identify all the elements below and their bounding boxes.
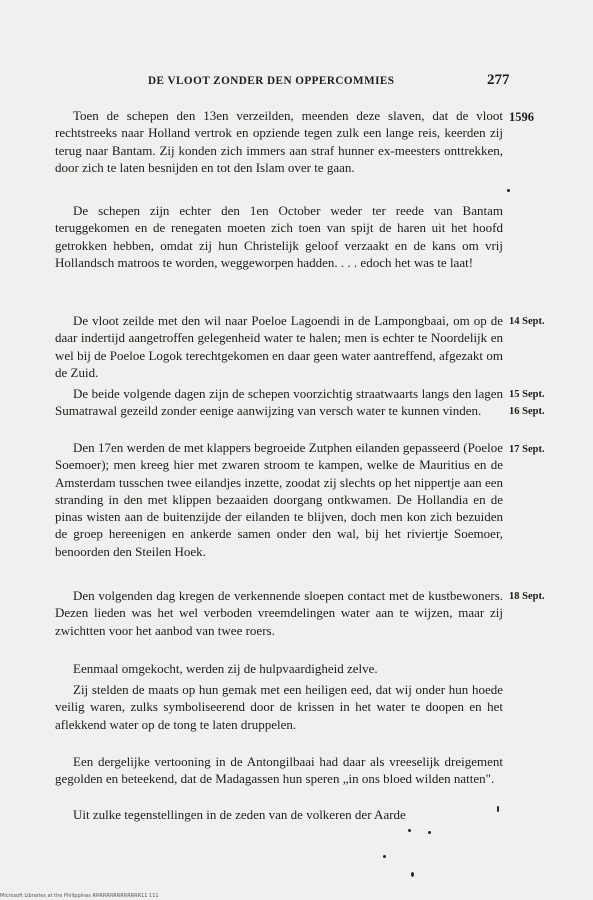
page-number: 277: [487, 72, 510, 88]
ink-speck: [408, 829, 411, 832]
running-title: DE VLOOT ZONDER DEN OPPERCOMMIES: [148, 75, 395, 87]
ink-speck: [383, 855, 386, 858]
paragraph-text: Den volgenden dag kregen de verkennende sloepen contact met de kustbewoners. Dezen lieden was het wel verboden vreemdelingen water aan te wijzen, maar zij zwichtten voor het aanbod van twee roers.: [55, 588, 503, 638]
ink-speck: [497, 806, 499, 812]
paragraph-oath: [55, 681, 503, 733]
margin-note-date: 16 Sept.: [509, 406, 545, 417]
scan-footer: Microsoft Libraries at the Philippines RRRRRRRRRRRRRR11 111: [0, 893, 159, 899]
margin-note-date: 17 Sept.: [509, 444, 545, 455]
paragraph-text: Uit zulke tegenstellingen in de zeden van de volkeren der Aarde: [73, 807, 406, 822]
paragraph-text: Toen de schepen den 13en verzeilden, meenden deze slaven, dat de vloot rechtstreeks naar Holland vertrok en opziende tegen zulk een lange reis, keerden zij terug naar Bantam. Zij konden zich immers aan straf hunner ex-meesters onttrekken, door zich te laten besnijden en tot den Islam over te gaan.: [55, 108, 503, 175]
ink-speck: [428, 831, 431, 834]
paragraph-coastal-contact: [55, 587, 503, 639]
paragraph-contrasts: [55, 806, 503, 823]
margin-note-date: 14 Sept.: [509, 316, 545, 327]
paragraph-lampongbaai: [55, 312, 503, 381]
margin-note-date: 15 Sept.: [509, 389, 545, 400]
paragraph-text: De vloot zeilde met den wil naar Poeloe Lagoendi in de Lampongbaai, om op de daar indertijd aangetroffen gelegenheid water te halen; men is echter te Noordelijk en wel bij de Poeloe Logok terechtgekomen en daar geen water aantreffend, afgezakt om de Zuid.: [55, 313, 503, 380]
paragraph-slaves-return: [55, 107, 503, 176]
paragraph-text: Den 17en werden de met klappers begroeide Zutphen eilanden gepasseerd (Poeloe Soemoer); men kreeg hier met zwaren stroom te kampen, welke de Mauritius en de Amsterdam tusschen twee eilandjes inzette, zoodat zij slechts op het nippertje aan een stranding in den met klippen bezaaiden doorgang ontkwamen. De Hollandia en de pinas wisten aan de buitenzijde der eilanden te blijven, doch men kon zich bezuiden de groep hereenigen en ankerde samen onder den wal, bij het riviertje Soemoer, benoorden den Steilen Hoek.: [55, 440, 503, 559]
ink-speck: [507, 189, 510, 192]
paragraph-text: De schepen zijn echter den 1en October weder ter reede van Bantam teruggekomen en de renegaten moeten zich toen van spijt de haren uit het hoofd getrokken hebben, omdat zij hun Christelijk geloof verzaakt en de kans om vrij Hollandsch matroos te worden, weggeworpen hadden. . . . edoch het was te laat!: [55, 203, 503, 270]
ink-speck: [411, 872, 414, 877]
paragraph-zutphen-islands: [55, 439, 503, 560]
paragraph-bribed: [55, 660, 503, 677]
margin-note-year: 1596: [509, 110, 534, 124]
paragraph-text: Zij stelden de maats op hun gemak met een heiligen eed, dat wij onder hun hoede veilig waren, zulks symboliseerend door de krissen in het water te doopen en het aflekkend water op de tong te laten druppelen.: [55, 682, 503, 732]
paragraph-renegades: [55, 202, 503, 271]
paragraph-text: De beide volgende dagen zijn de schepen voorzichtig straatwaarts langs den lagen Sumatrawal gezeild zonder eenige aanwijzing van versch water te kunnen vinden.: [55, 386, 503, 419]
paragraph-text: Een dergelijke vertooning in de Antongilbaai had daar als vreeselijk dreigement gegolden en beteekend, dat de Madagassen hun speren „in ons bloed wilden natten".: [55, 754, 503, 787]
margin-note-date: 18 Sept.: [509, 591, 545, 602]
paragraph-text: Eenmaal omgekocht, werden zij de hulpvaardigheid zelve.: [73, 661, 378, 676]
paragraph-sumatra-coast: [55, 385, 503, 420]
paragraph-antongil: [55, 753, 503, 788]
